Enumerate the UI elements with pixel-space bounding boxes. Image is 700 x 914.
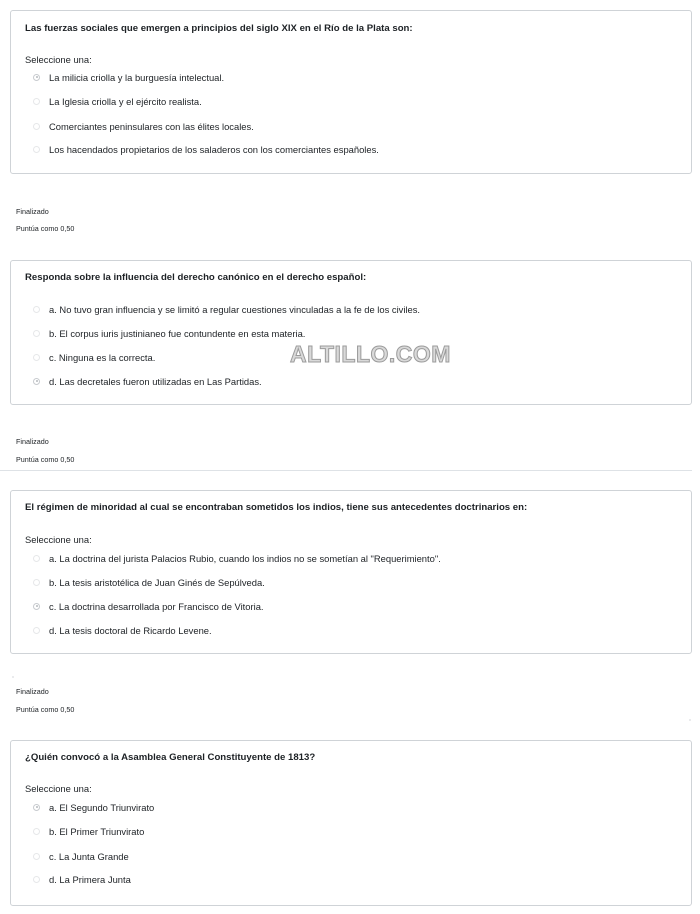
option-a[interactable] [33,551,441,565]
question-grade: Puntúa como 0,50 [16,224,75,233]
select-prompt: Seleccione una: [25,54,92,65]
radio-icon[interactable] [33,876,40,883]
option-label: La Iglesia criolla y el ejército realista. [49,95,202,107]
option-label: La milicia criolla y la burguesía intelectual. [49,71,225,83]
question-grade: Puntúa como 0,50 [16,705,75,714]
option-label: b. La tesis aristotélica de Juan Ginés de Sepúlveda. [49,576,265,588]
option-label: Los hacendados propietarios de los saladeros con los comerciantes españoles. [49,143,379,155]
radio-icon[interactable] [33,804,40,811]
radio-icon[interactable] [33,98,40,105]
option-label: d. Las decretales fueron utilizadas en Las Partidas. [49,375,262,387]
option-label: d. La Primera Junta [49,873,131,885]
artifact-dot [689,719,691,721]
option-b[interactable] [33,575,265,589]
question-card-2 [10,260,692,405]
question-text: Las fuerzas sociales que emergen a principios del siglo XIX en el Río de la Plata son: [25,23,413,34]
option-d[interactable] [33,872,131,886]
question-text: El régimen de minoridad al cual se encontraban sometidos los indios, tiene sus antecedentes doctrinarios en: [25,502,528,513]
option-label: b. El Primer Triunvirato [49,825,145,837]
option-label: a. La doctrina del jurista Palacios Rubio, cuando los indios no se sometían al "Requerimiento". [49,552,441,564]
radio-icon[interactable] [33,828,40,835]
radio-icon[interactable] [33,306,40,313]
select-prompt: Seleccione una: [25,534,92,545]
watermark: ALTILLO.COM [290,341,451,367]
question-card-4 [10,740,692,906]
option-2[interactable] [33,94,202,108]
option-d[interactable] [33,374,262,388]
option-label: c. La Junta Grande [49,850,129,862]
option-c[interactable] [33,350,155,364]
radio-icon[interactable] [33,853,40,860]
question-status: Finalizado [16,687,49,696]
radio-icon[interactable] [33,354,40,361]
radio-icon[interactable] [33,627,40,634]
option-c[interactable] [33,599,264,613]
artifact-dot [12,676,14,678]
select-prompt: Seleccione una: [25,783,92,794]
question-status: Finalizado [16,437,49,446]
option-1[interactable] [33,70,224,84]
question-grade: Puntúa como 0,50 [16,455,75,464]
option-label: a. El Segundo Triunvirato [49,801,155,813]
radio-icon[interactable] [33,603,40,610]
option-label: c. La doctrina desarrollada por Francisco de Vitoria. [49,600,264,612]
radio-icon[interactable] [33,555,40,562]
question-status: Finalizado [16,207,49,216]
option-b[interactable] [33,824,144,838]
radio-icon[interactable] [33,146,40,153]
option-a[interactable] [33,302,420,316]
option-c[interactable] [33,849,129,863]
question-card-1 [10,10,692,174]
option-a[interactable] [33,800,154,814]
option-label: a. No tuvo gran influencia y se limitó a regular cuestiones vinculadas a la fe de los civiles. [49,303,421,315]
option-4[interactable] [33,142,379,156]
question-card-3 [10,490,692,654]
radio-icon[interactable] [33,579,40,586]
radio-icon[interactable] [33,123,40,130]
question-text: ¿Quién convocó a la Asamblea General Constituyente de 1813? [25,752,316,763]
option-label: d. La tesis doctoral de Ricardo Levene. [49,624,212,636]
question-text: Responda sobre la influencia del derecho canónico en el derecho español: [25,272,367,283]
option-label: c. Ninguna es la correcta. [49,351,156,363]
divider [0,470,692,471]
option-3[interactable] [33,119,254,133]
radio-icon[interactable] [33,74,40,81]
radio-icon[interactable] [33,378,40,385]
option-label: Comerciantes peninsulares con las élites locales. [49,120,254,132]
radio-icon[interactable] [33,330,40,337]
option-b[interactable] [33,326,305,340]
option-label: b. El corpus iuris justinianeo fue contundente en esta materia. [49,327,306,339]
option-d[interactable] [33,623,212,637]
